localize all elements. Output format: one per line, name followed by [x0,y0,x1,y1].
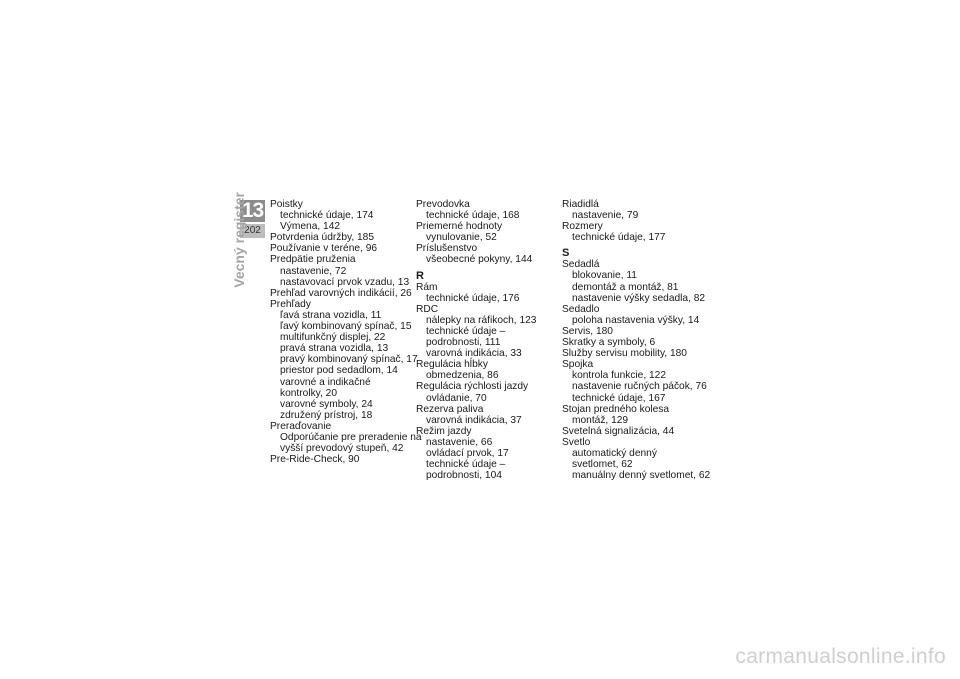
index-entry: Priemerné hodnoty [416,221,503,233]
index-column-2 [416,199,564,481]
index-subentry: multifunkčný displej, 22 [280,332,386,344]
index-entry: Používanie v teréne, 96 [270,243,378,255]
index-subentry: manuálny denný svetlomet, 62 [572,470,711,482]
index-subentry: automatický denný [572,447,657,459]
index-entry: Svetelná signalizácia, 44 [562,425,675,437]
index-subentry: pravá strana vozidla, 13 [280,343,389,355]
index-entry: Preraďovanie [270,420,332,432]
index-subentry: kontrola funkcie, 122 [572,370,667,382]
index-subentry: Výmena, 142 [280,221,341,233]
index-entry: Sedadlo [562,303,600,315]
index-column-3 [562,199,710,481]
index-entry: Prevodovka [416,199,470,210]
index-subentry: podrobnosti, 111 [426,337,501,349]
index-subentry: ľavá strana vozidla, 11 [280,309,382,321]
index-entry: Prehľad varovných indikácií, 26 [270,287,412,299]
index-entry: Režim jazdy [416,425,472,437]
index-entry: Stojan predného kolesa [562,403,670,415]
chapter-number: 13 [241,199,264,222]
index-subentry: vynulovanie, 52 [426,232,497,244]
index-entry: Prehľady [270,298,311,310]
index-subentry: technické údaje, 168 [426,210,520,222]
index-subentry: ovládací prvok, 17 [426,447,509,459]
index-subentry: všeobecné pokyny, 144 [426,254,533,266]
index-subentry: obmedzenia, 86 [426,370,499,382]
index-entry: Spojka [562,359,594,371]
index-subentry: demontáž a montáž, 81 [572,281,679,293]
watermark-text: carmanualsonline.info [735,645,946,668]
index-subentry: nastavenie, 79 [572,210,639,222]
index-entry: Potvrdenia údržby, 185 [270,232,375,244]
index-subentry: varovná indikácia, 33 [426,348,522,360]
index-column-1 [270,199,422,466]
index-letter-heading: R [416,269,424,282]
index-subentry: nastavenie, 66 [426,436,493,448]
index-subentry: nastavovací prvok vzadu, 13 [280,276,410,288]
index-subentry: nastavenie ručných páčok, 76 [572,381,707,393]
index-entry: Servis, 180 [562,325,613,337]
index-entry: Príslušenstvo [416,243,478,255]
index-subentry: poloha nastavenia výšky, 14 [572,314,700,326]
index-entry: Služby servisu mobility, 180 [562,348,687,360]
index-entry: Poistky [270,199,303,210]
index-subentry: technické údaje, 174 [280,210,374,222]
index-subentry: technické údaje, 176 [426,292,520,304]
index-entry: Rozmery [562,221,603,233]
index-subentry: vyšší prevodový stupeň, 42 [280,443,404,455]
index-entry: Rezerva paliva [416,403,484,415]
index-subentry: nastavenie, 72 [280,265,347,277]
index-subentry: varovná indikácia, 37 [426,414,522,426]
index-subentry: kontrolky, 20 [280,387,338,399]
index-entry: Pre-Ride-Check, 90 [270,454,360,466]
index-entry: Regulácia rýchlosti jazdy [416,381,529,393]
index-subentry: varovné a indikačné [280,376,371,388]
index-subentry: pravý kombinovaný spínač, 17 [280,354,418,366]
index-subentry: ľavý kombinovaný spínač, 15 [280,321,412,333]
index-subentry: blokovanie, 11 [572,270,637,282]
index-entry: Riadidlá [562,199,599,210]
index-subentry: technické údaje – [426,459,506,471]
index-entry: Sedadlá [562,259,600,271]
index-subentry: svetlomet, 62 [572,459,633,471]
index-subentry: podrobnosti, 104 [426,470,502,482]
index-subentry: združený prístroj, 18 [280,409,373,421]
index-subentry: varovné symboly, 24 [280,398,373,410]
index-subentry: priestor pod sedadlom, 14 [280,365,398,377]
index-entry: RDC [416,303,439,315]
index-subentry: montáž, 129 [572,414,629,426]
index-subentry: nastavenie výšky sedadla, 82 [572,292,706,304]
index-entry: Skratky a symboly, 6 [562,337,656,349]
index-subentry: technické údaje, 167 [572,392,666,404]
index-letter-heading: S [562,247,570,260]
index-entry: Svetlo [562,436,591,448]
index-entry: Predpätie pruženia [270,254,356,266]
index-subentry: technické údaje, 177 [572,232,666,244]
page-number: 202 [240,224,265,238]
index-subentry: Odporúčanie pre preradenie na [280,431,422,443]
section-title: Vecný register [231,192,247,288]
index-entry: Regulácia hĺbky [416,359,488,371]
index-subentry: ovládanie, 70 [426,392,487,404]
index-subentry: nálepky na ráfikoch, 123 [426,314,537,326]
index-entry: Rám [416,281,438,293]
index-subentry: technické údaje – [426,325,506,337]
